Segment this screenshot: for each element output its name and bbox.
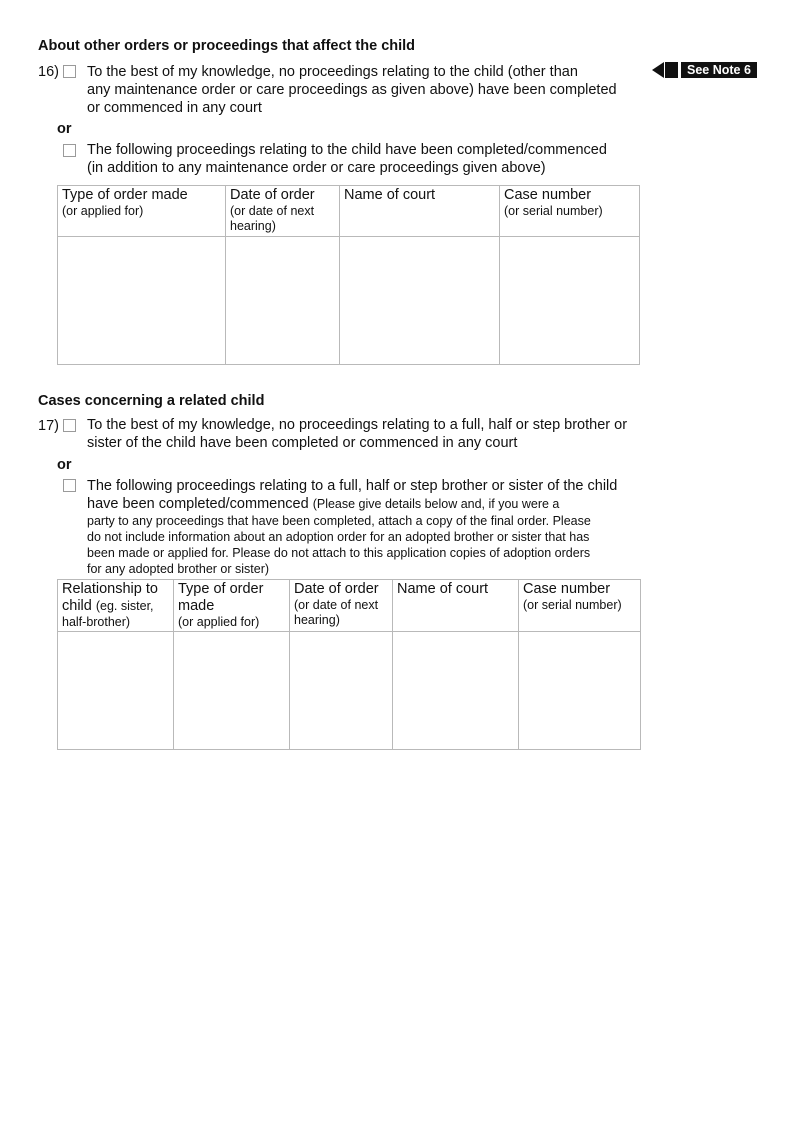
header-mid [62,598,169,615]
header-name-of-court [340,186,500,237]
option-line: or commenced in any court [87,100,262,116]
header-case-number [519,580,641,632]
header-main: Case number [504,187,592,203]
header-date-of-order [290,580,393,632]
header-main: Relationship to [62,581,158,597]
header-main: Name of court [397,581,489,597]
header-type-of-order [58,186,226,237]
table-row [58,632,641,750]
section-16-number: 16) [38,64,59,80]
cell-case-number[interactable] [519,632,641,750]
table-row [58,237,640,365]
proceedings-table-17 [57,579,641,750]
no-related-proceedings-checkbox[interactable] [63,419,76,432]
option-line: sister of the child have been completed or commenced in any court [87,435,518,451]
or-label-16: or [57,121,72,137]
option-text: have been completed/commenced [87,496,309,512]
option-small-line: party to any proceedings that have been completed, attach a copy of the final order. Please [87,514,591,528]
header-case-number [500,186,640,237]
section-17-number: 17) [38,418,59,434]
header-main: Date of order [230,187,315,203]
header-sub: (or serial number) [504,204,603,218]
note-bar [665,62,678,78]
proceedings-table-16 [57,185,640,365]
no-proceedings-text [87,63,617,117]
header-sub: (or date of next hearing) [230,204,315,233]
cell-type-of-order[interactable] [174,632,290,750]
header-main: Case number [523,581,611,597]
option-small-line: do not include information about an adoption order for an adopted brother or sister that has [87,530,590,544]
header-type-of-order [174,580,290,632]
option-line: To the best of my knowledge, no proceedings relating to the child (other than [87,64,578,80]
option-line: To the best of my knowledge, no proceedings relating to a full, half or step brother or [87,417,628,433]
header-sub: half-brother) [62,615,131,629]
header-sub: (or applied for) [178,615,260,629]
header-mid-main: child [62,598,92,614]
option-small-block [87,513,647,577]
option-line: The following proceedings relating to a full, half or step brother or sister of the child [87,478,618,494]
no-related-proceedings-text [87,416,627,452]
see-note-label: See Note 6 [681,62,757,78]
option-line: The following proceedings relating to the child have been completed/commenced [87,142,607,158]
option-line: any maintenance order or care proceedings as given above) have been completed [87,82,617,98]
header-main: Type of order [178,581,264,597]
proceedings-listed-checkbox[interactable] [63,144,76,157]
section-17-heading: Cases concerning a related child [38,393,265,409]
option-line: (in addition to any maintenance order or care proceedings given above) [87,160,546,176]
proceedings-listed-text [87,141,607,177]
cell-type-of-order[interactable] [58,237,226,365]
header-name-of-court [393,580,519,632]
cell-date-of-order[interactable] [290,632,393,750]
header-date-of-order [226,186,340,237]
header-sub: (or date of next hearing) [294,598,379,627]
header-mid-main: made [178,598,215,614]
header-relationship [58,580,174,632]
cell-name-of-court[interactable] [393,632,519,750]
header-main: Type of order made [62,187,188,203]
or-label-17: or [57,457,72,473]
header-sub: (or serial number) [523,598,622,612]
arrow-left-icon [652,62,664,78]
see-note-6-badge[interactable] [652,62,757,78]
header-main: Name of court [344,187,436,203]
cell-relationship[interactable] [58,632,174,750]
cell-case-number[interactable] [500,237,640,365]
cell-date-of-order[interactable] [226,237,340,365]
no-proceedings-checkbox[interactable] [63,65,76,78]
cell-name-of-court[interactable] [340,237,500,365]
option-small-line: for any adopted brother or sister) [87,562,270,576]
option-line [87,495,647,513]
table-header-row [58,580,641,632]
related-proceedings-listed-checkbox[interactable] [63,479,76,492]
header-mid-small: (eg. sister, [95,599,154,613]
header-sub: (or applied for) [62,204,144,218]
table-header-row [58,186,640,237]
header-main: Date of order [294,581,379,597]
section-16-heading: About other orders or proceedings that affect the child [38,38,416,54]
related-proceedings-listed-text [87,477,647,577]
option-small-line: been made or applied for. Please do not attach to this application copies of adoption orders [87,546,591,560]
option-small-text: (Please give details below and, if you were a [312,497,560,511]
